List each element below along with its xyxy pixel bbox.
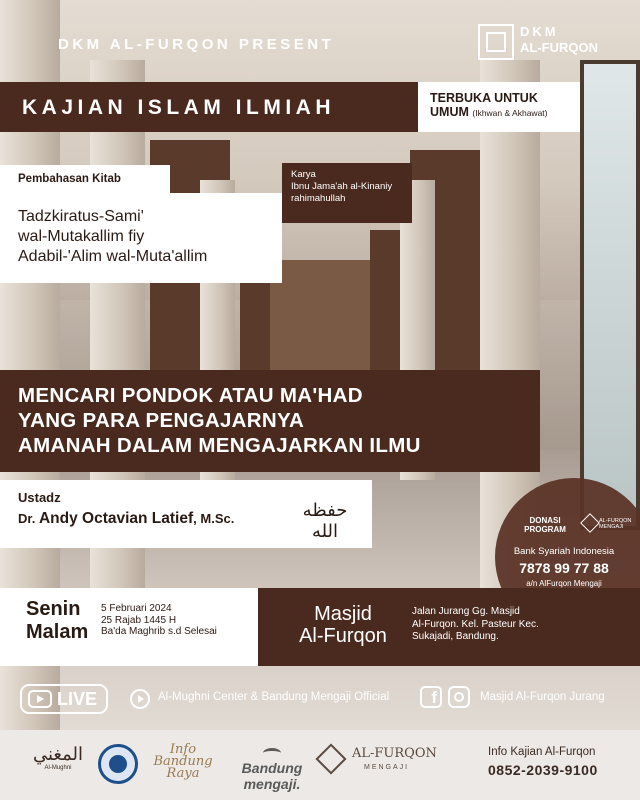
live-label: LIVE	[57, 688, 98, 709]
instagram-icon	[448, 686, 470, 708]
schedule-date: 5 Februari 2024	[101, 603, 172, 614]
open-line2-wrap	[430, 105, 580, 121]
dkm-brand	[520, 24, 598, 56]
open-note: (Ikhwan & Akhawat)	[472, 108, 548, 118]
mengaji-text: MENGAJI	[364, 764, 410, 771]
theme-box	[0, 370, 540, 472]
live-badge	[20, 684, 108, 714]
contact-info	[488, 746, 598, 778]
brand-line2: AL-FURQON	[520, 40, 598, 55]
youtube-icon	[28, 690, 52, 708]
mosque-line2: Al-Furqon	[299, 625, 387, 647]
address-line1: Jalan Jurang Gg. Masjid	[412, 606, 520, 617]
schedule-hijri: 25 Rajab 1445 H	[101, 614, 177, 626]
schedule-time: Ba'da Maghrib s.d Selesai	[101, 626, 217, 637]
day-label	[26, 598, 88, 644]
footer	[0, 730, 640, 800]
contact-phone: 0852-2039-9100	[488, 762, 598, 778]
round-emblem-logo	[98, 744, 138, 784]
schedule-details	[101, 603, 217, 638]
kitab-name-box	[0, 193, 282, 283]
speaker-suffix: , M.Sc.	[193, 511, 235, 526]
brand-line1: DKM	[520, 24, 559, 39]
donation-label: DONASI PROGRAM	[524, 516, 566, 534]
al-furqon-star-icon	[315, 743, 346, 774]
window	[580, 60, 640, 530]
honorific-calligraphy	[290, 500, 360, 542]
bandung-mengaji-logo	[232, 748, 312, 792]
al-furqon-star-icon	[580, 513, 600, 533]
theme-line3: AMANAH DALAM MENGAJARKAN ILMU	[18, 434, 421, 457]
account-holder: a/n AlFurqon Mengaji	[526, 579, 602, 588]
theme-line1: MENCARI PONDOK ATAU MA'HAD	[18, 384, 363, 407]
bandung-mengaji-text: Bandung mengaji.	[241, 760, 303, 792]
speaker-prefix: Dr.	[18, 511, 36, 526]
al-furqon-text: AL-FURQON	[352, 746, 437, 761]
day-line2: Malam	[26, 621, 89, 643]
info-bandung-raya-logo	[148, 744, 218, 780]
facebook-icon: f	[420, 686, 442, 708]
kitab-name-line1: Tadzkiratus-Sami'	[18, 208, 144, 225]
day-line1: Senin	[26, 598, 81, 620]
al-mughni-arabic: المغني	[32, 744, 83, 765]
ibr-line1: Info	[169, 742, 197, 757]
open-line2: UMUM	[430, 105, 469, 119]
event-title: KAJIAN ISLAM ILMIAH	[0, 82, 418, 132]
address-line3: Sukajadi, Bandung.	[412, 631, 499, 642]
mosque-line1: Masjid	[314, 603, 372, 625]
play-circle-icon	[130, 689, 150, 709]
mosque-dome-icon	[263, 748, 281, 758]
social-handle: Masjid Al-Furqon Jurang	[480, 691, 605, 703]
presenter-title: DKM AL-FURQON PRESENT	[58, 36, 335, 53]
speaker-label: Ustadz	[18, 490, 61, 505]
ibr-line3: Raya	[166, 766, 200, 781]
kitab-name-line2: wal-Mutakallim fiy	[18, 228, 145, 245]
live-channels: Al-Mughni Center & Bandung Mengaji Official	[158, 691, 390, 703]
open-to-public-box	[418, 82, 580, 132]
author-honor: rahimahullah	[291, 193, 346, 204]
donation-logo-text: AL-FURQON MENGAJI	[599, 518, 632, 530]
kitab-label: Pembahasan Kitab	[0, 165, 170, 193]
location-box	[258, 588, 640, 666]
dkm-logo-icon	[478, 24, 514, 60]
author-label: Karya	[291, 169, 316, 180]
address	[412, 606, 602, 644]
address-line2: Al-Furqon. Kel. Pasteur Kec.	[412, 618, 539, 630]
schedule-box	[0, 588, 258, 666]
bank-name: Bank Syariah Indonesia	[513, 546, 615, 557]
open-line1: TERBUKA UNTUK	[430, 91, 538, 105]
mosque-name	[288, 603, 398, 647]
author-box	[282, 163, 412, 223]
author-name: Ibnu Jama'ah al-Kinaniy	[291, 181, 393, 192]
al-mughni-logo	[30, 744, 86, 771]
ibr-line2: Bandung	[153, 754, 213, 769]
live-strip	[20, 682, 620, 716]
theme-line2: YANG PARA PENGAJARNYA	[18, 409, 305, 432]
kitab-name-line3: Adabil-'Alim wal-Muta'allim	[18, 248, 208, 265]
account-number: 7878 99 77 88	[519, 560, 609, 576]
al-mughni-latin: Al-Mughni	[44, 765, 72, 771]
contact-label: Info Kajian Al-Furqon	[488, 746, 596, 758]
hallway-end	[270, 260, 370, 380]
honorific-text: حفظه الله	[302, 500, 348, 542]
speaker-name: Andy Octavian Latief	[38, 510, 194, 527]
